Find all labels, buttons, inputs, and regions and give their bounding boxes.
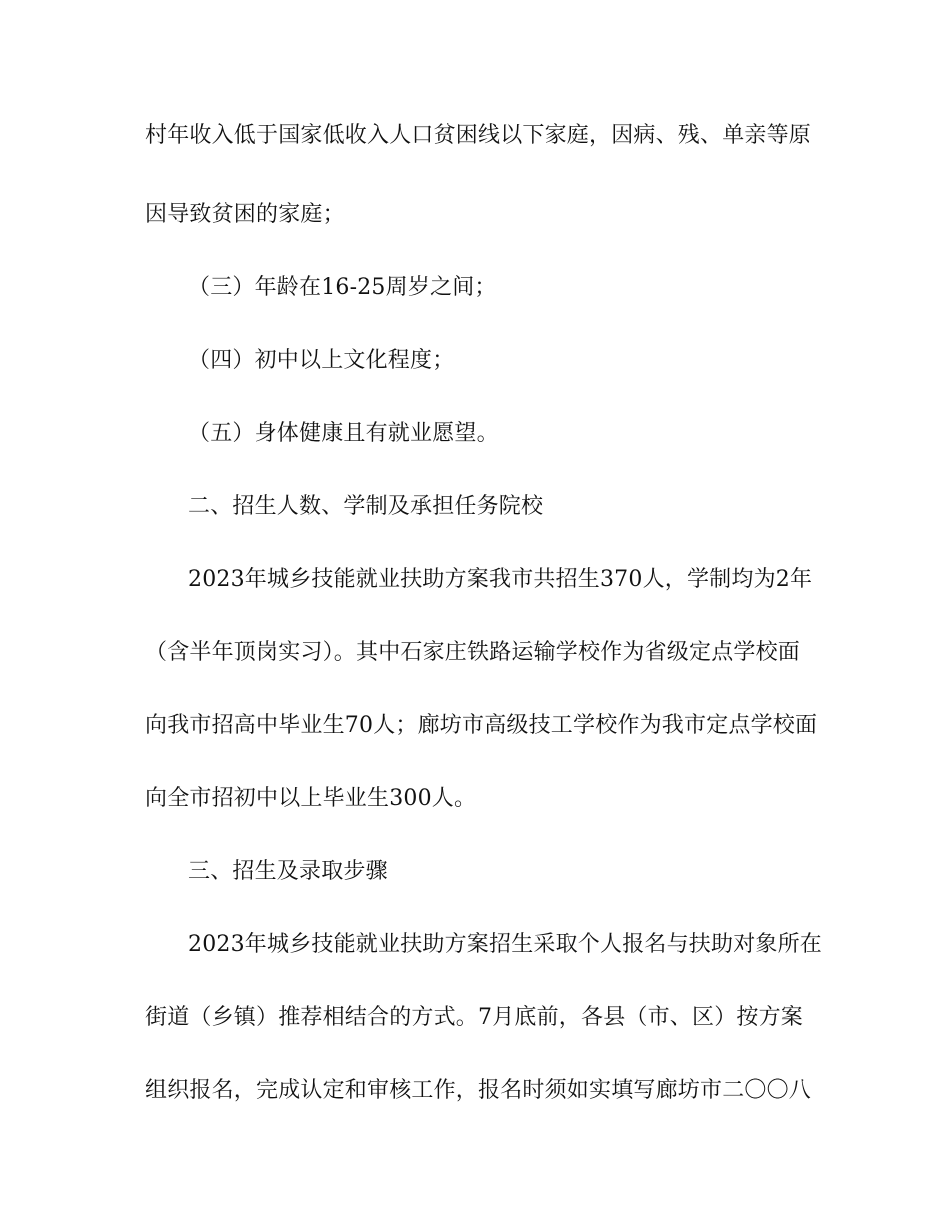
list-item-health: （五）身体健康且有就业愿望。 [188,421,499,446]
paragraph-line: 2023年城乡技能就业扶助方案招生采取个人报名与扶助对象所在 [188,932,822,957]
paragraph-line: 2023年城乡技能就业扶助方案我市共招生370人，学制均为2年 [188,567,813,592]
paragraph-line: 向我市招高中毕业生70人；廊坊市高级技工学校作为我市定点学校面 [145,713,818,738]
paragraph-line: （含半年顶岗实习）。其中石家庄铁路运输学校作为省级定点学校面 [145,640,801,665]
paragraph-line: 村年收入低于国家低收入人口贫困线以下家庭，因病、残、单亲等原 [145,123,812,148]
paragraph-line: 向全市招初中以上毕业生300人。 [145,786,477,811]
list-item-age: （三）年龄在16-25周岁之间； [188,275,497,300]
paragraph-line: 组织报名，完成认定和审核工作，报名时须如实填写廊坊市二〇〇八 [145,1078,812,1103]
paragraph-line: 街道（乡镇）推荐相结合的方式。7月底前，各县（市、区）按方案 [145,1005,803,1030]
list-item-education: （四）初中以上文化程度； [188,348,455,373]
section-heading-enrollment: 二、招生人数、学制及承担任务院校 [188,494,544,519]
paragraph-line: 因导致贫困的家庭； [145,202,345,227]
section-heading-admission: 三、招生及录取步骤 [188,859,388,884]
